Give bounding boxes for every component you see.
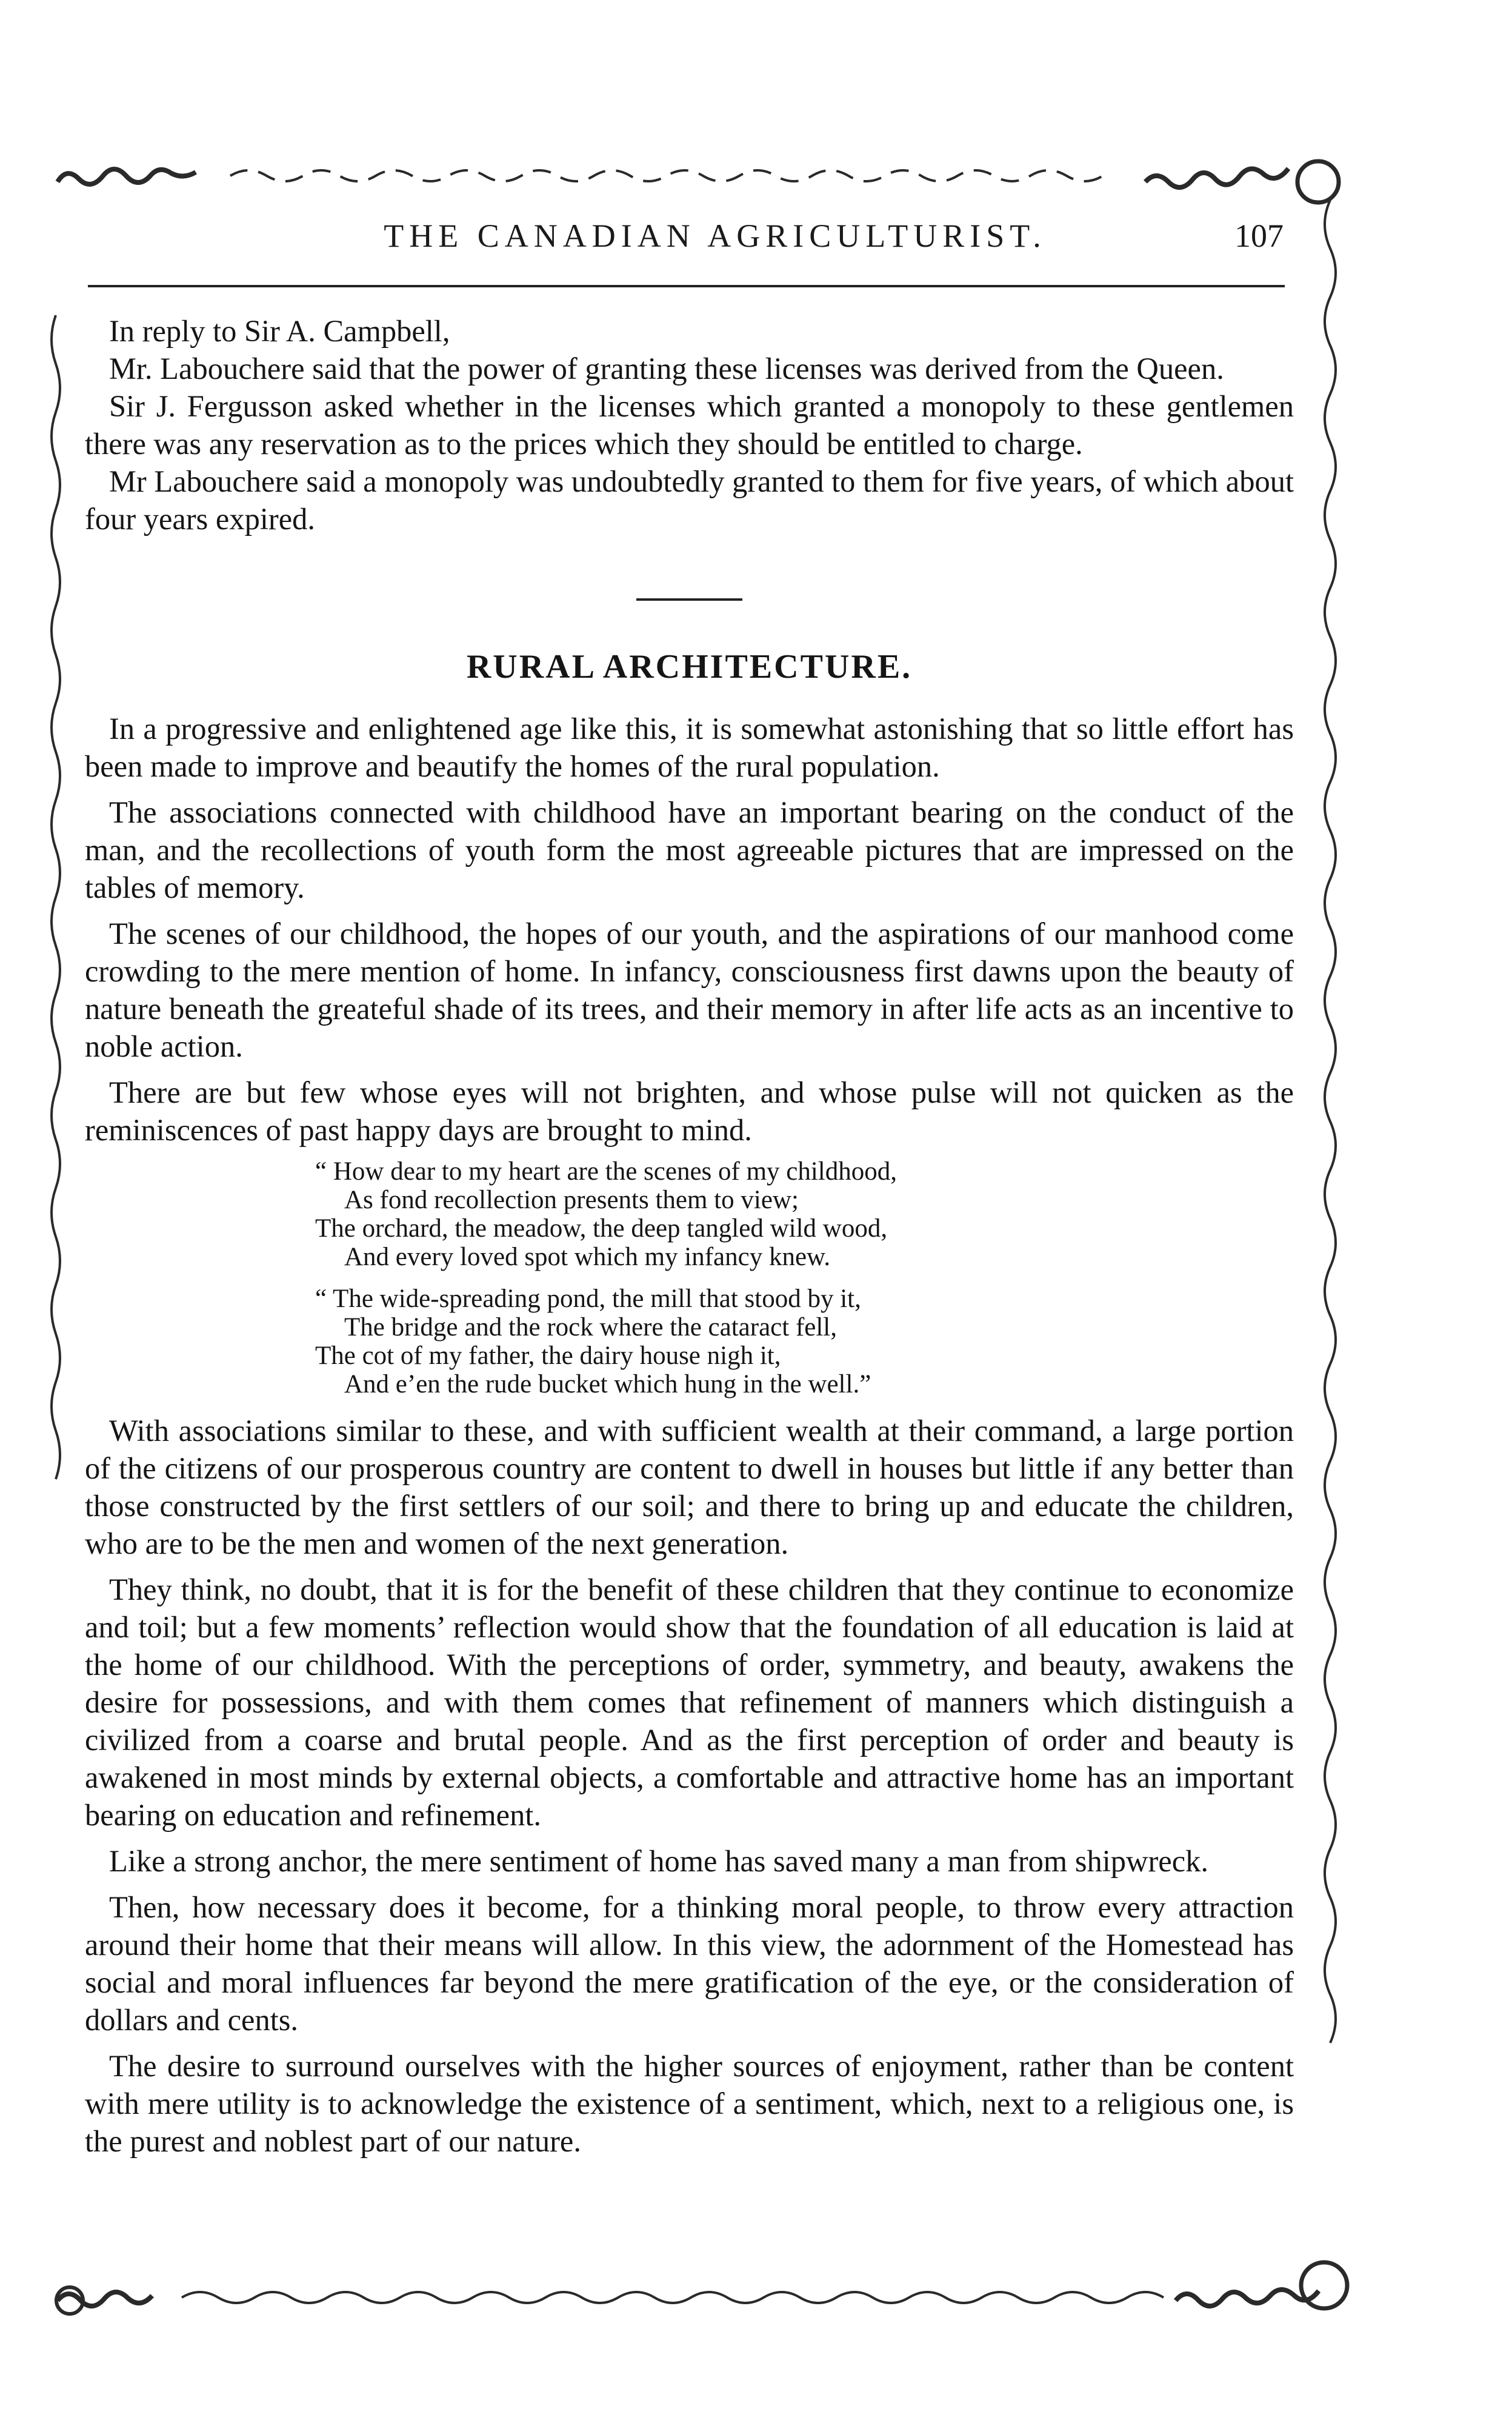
left-wave-border (52, 315, 60, 1479)
article-paragraph: Like a strong anchor, the mere sentiment of home has saved many a man from shipwreck. (109, 1844, 1209, 1878)
page-body (85, 312, 1294, 2168)
article-rural-architecture (85, 648, 1294, 2160)
prelude-paragraph: Mr. Labouchere said that the power of granting these licenses was derived from the Queen. (109, 352, 1224, 386)
bottom-wave (182, 2292, 1164, 2303)
poem-line: The bridge and the rock where the cataract fell, (344, 1313, 837, 1342)
prelude-paragraph: Mr Labouchere said a monopoly was undoubtedly granted to them for five years, of which about four years expired. (85, 464, 1294, 536)
article-paragraph: There are but few whose eyes will not brighten, and whose pulse will not quicken as the reminiscences of past happy days are brought to mind. (85, 1075, 1294, 1147)
article-paragraph: Then, how necessary does it become, for a thinking moral people, to throw every attraction around their home that their means will allow. In this view, the adornment of the Homestead has social and moral influences far beyond the mere gratification of the eye, or the consideration of dollars and cents. (85, 1890, 1294, 2037)
header-rule (88, 285, 1285, 287)
running-title: THE CANADIAN AGRICULTURIST. (384, 218, 1047, 254)
article-paragraph: In a progressive and enlightened age like this, it is somewhat astonishing that so little effort has been made to improve and beautify the homes of the rural population. (85, 712, 1294, 783)
corner-ornament-top-right (1297, 161, 1339, 202)
poem-line: As fond recollection presents them to view; (344, 1186, 799, 1214)
poem-line: The cot of my father, the dairy house nigh it, (315, 1342, 781, 1370)
article-paragraph: The desire to surround ourselves with the higher sources of enjoyment, rather than be content with mere utility is to acknowledge the existence of a sentiment, which, next to a religious one, is the purest and noblest part of our nature. (85, 2049, 1294, 2158)
poem-stanza (315, 1157, 1294, 1271)
page-header (85, 217, 1291, 259)
page-number: 107 (1234, 218, 1284, 254)
corner-ornament-bottom-right (1301, 2262, 1347, 2308)
prelude-text (85, 312, 1294, 538)
prelude-paragraph: Sir J. Fergusson asked whether in the licenses which granted a monopoly to these gentlemen there was any reservation as to the prices which they should be entitled to charge. (85, 389, 1294, 461)
section-separator (636, 598, 742, 601)
poem-quote (315, 1157, 1294, 1399)
article-paragraph: With associations similar to these, and with sufficient wealth at their command, a large portion of the citizens of our prosperous country are content to dwell in houses but little if any better than those constructed by the first settlers of our soil; and there to bring up and educate the children, who are to be the men and women of the next generation. (85, 1414, 1294, 1560)
poem-line: “ The wide-spreading pond, the mill that stood by it, (315, 1285, 861, 1313)
top-wave (230, 170, 1103, 181)
bottom-flourish-left (58, 2292, 152, 2306)
prelude-line: In reply to Sir A. Campbell, (109, 314, 450, 348)
poem-line: “ How dear to my heart are the scenes of my childhood, (315, 1157, 898, 1186)
poem-line: And every loved spot which my infancy knew. (344, 1243, 831, 1271)
article-paragraph: The associations connected with childhood have an important bearing on the conduct of the man, and the recollections of youth form the most agreeable pictures that are impressed on the tables of memory. (85, 795, 1294, 904)
top-flourish-left (58, 169, 196, 184)
article-paragraph: The scenes of our childhood, the hopes of our youth, and the aspirations of our manhood come crowding to the mere mention of home. In infancy, consciousness first dawns upon the beauty of nature beneath the greateful shade of its trees, and their memory in after life acts as an incentive to noble action. (85, 917, 1294, 1063)
article-paragraph: They think, no doubt, that it is for the benefit of these children that they continue to economize and toil; but a few moments’ reflection would show that the foundation of all education is laid at the home of our childhood. With the perceptions of order, symmetry, and beauty, awakens the desire for possessions, and with them comes that refinement of manners which distinguish a civilized from a coarse and brutal people. And as the first perception of order and beauty is awakened in most minds by external objects, a comfortable and attractive home has an important bearing on education and refinement. (85, 1572, 1294, 1832)
article-title: RURAL ARCHITECTURE. (466, 648, 913, 686)
top-flourish-right (1145, 169, 1288, 187)
poem-stanza (315, 1285, 1294, 1399)
right-wave-border (1325, 200, 1336, 2043)
bottom-flourish-right (1176, 2290, 1319, 2306)
poem-line: And e’en the rude bucket which hung in the well.” (344, 1370, 871, 1399)
poem-line: The orchard, the meadow, the deep tangled wild wood, (315, 1214, 888, 1243)
